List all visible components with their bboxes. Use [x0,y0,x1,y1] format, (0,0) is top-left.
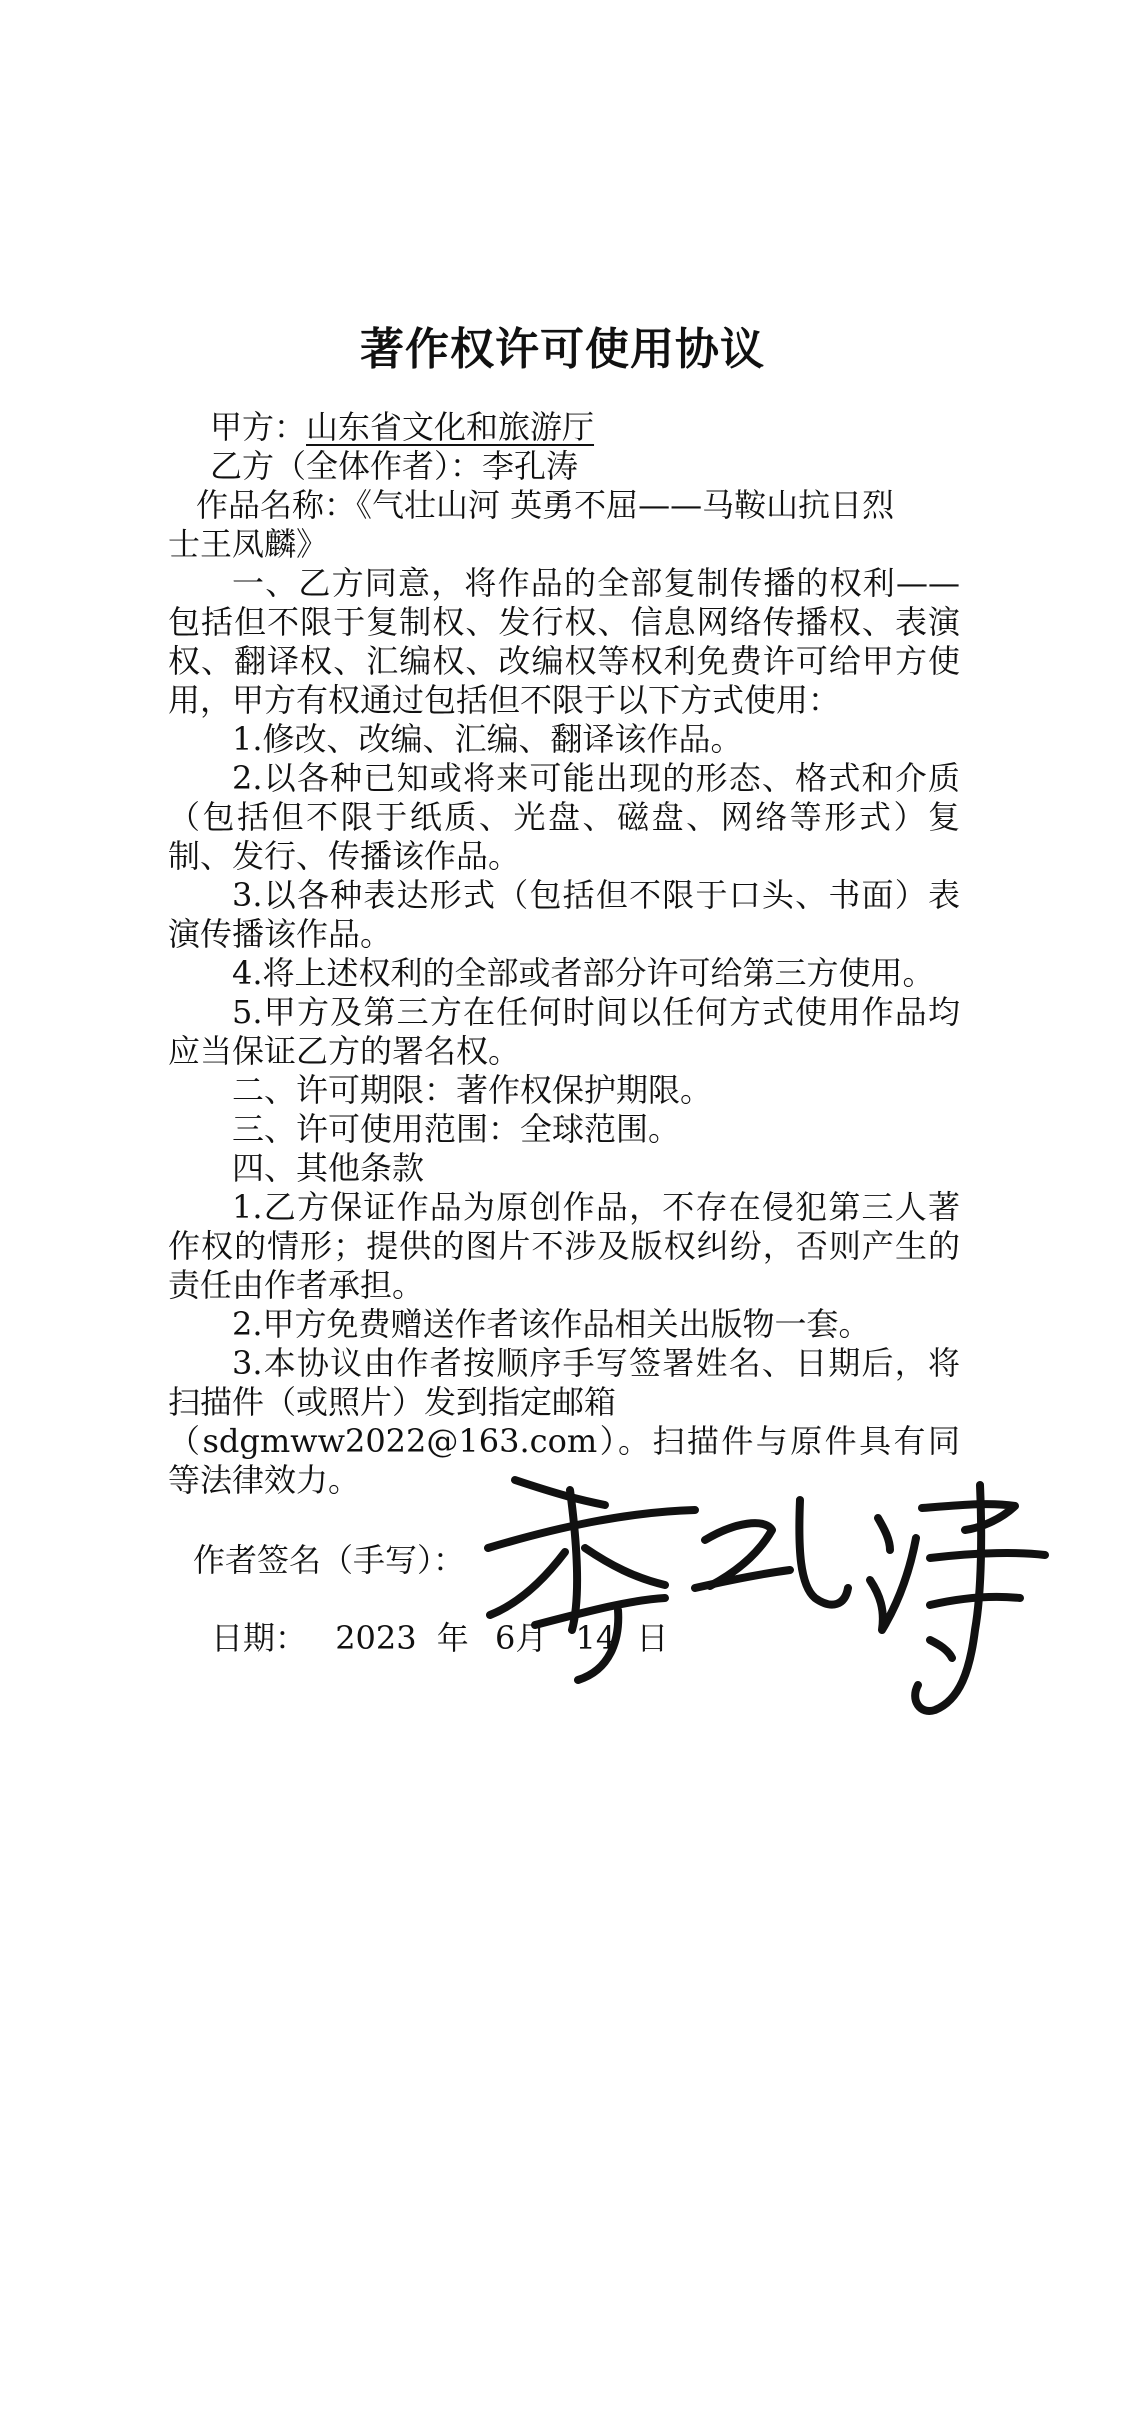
signature-stroke [488,1510,695,1548]
signature-stroke [930,1640,952,1658]
date-month: 6月 [494,1619,548,1657]
clause-1-item-3: 3.以各种表达形式（包括但不限于口头、书面）表演传播该作品。 [168,876,960,953]
signature-stroke [930,1553,1045,1558]
signature-stroke [922,1504,1015,1530]
date-day: 14 [575,1619,617,1657]
clause-4-item-3-email: （sdgmww2022@163.com）。扫描件与原件具有同等法律效力。 [168,1422,960,1499]
date-label: 日期： [211,1619,308,1657]
party-a-label: 甲方： [210,408,307,446]
handwritten-signature [460,1460,1060,1730]
clause-1-item-5: 5.甲方及第三方在任何时间以任何方式使用作品均应当保证乙方的署名权。 [168,993,960,1070]
signature-stroke [695,1570,790,1588]
clause-1-item-1: 1.修改、改编、汇编、翻译该作品。 [232,720,743,758]
date-day-unit: 日 [636,1619,669,1657]
clause-1: 一、乙方同意，将作品的全部复制传播的权利——包括但不限于复制权、发行权、信息网络传播权、表演权、翻译权、汇编权、改编权等权利免费许可给甲方使用，甲方有权通过包括但不限于以下方式使用： [168,564,960,719]
signature-row [193,1540,465,1580]
clause-4: 四、其他条款 [232,1149,425,1187]
party-b-line: 乙方（全体作者）：李孔涛 [210,447,579,485]
clause-4-item-3-text: 3.本协议由作者按顺序手写签署姓名、日期后，将扫描件（或照片）发到指定邮箱 [168,1344,960,1421]
clause-4-item-3 [168,1344,960,1422]
signature-stroke [515,1480,605,1505]
work-name-line-2: 士王凤麟》 [168,525,329,563]
signature-stroke [585,1548,665,1585]
party-a-value: 山东省文化和旅游厅 [306,408,595,446]
signature-stroke [570,1490,577,1630]
party-a-line [168,408,960,447]
clause-1-item-2: 2.以各种已知或将来可能出现的形态、格式和介质（包括但不限于纸质、光盘、磁盘、网络等形式）复制、发行、传播该作品。 [168,759,960,875]
clause-4-item-1: 1.乙方保证作品为原创作品，不存在侵犯第三人著作权的情形；提供的图片不涉及版权纠纷，否则产生的责任由作者承担。 [168,1188,960,1304]
date-year: 2023 [335,1619,417,1657]
signature-stroke [799,1500,848,1605]
clause-3: 三、许可使用范围：全球范围。 [232,1110,681,1148]
clause-2: 二、许可期限：著作权保护期限。 [232,1071,713,1109]
signature-stroke [878,1518,890,1550]
signature-label: 作者签名（手写）： [193,1541,466,1579]
signature-stroke [535,1598,665,1625]
signature-stroke [490,1552,565,1615]
date-year-unit: 年 [436,1619,469,1657]
work-name-line-1: 作品名称：《气壮山河 英勇不屈——马鞍山抗日烈 [196,486,895,524]
document-title: 著作权许可使用协议 [360,324,765,375]
signature-stroke [575,1610,618,1680]
agreement-body [168,408,960,1500]
clause-1-item-4: 4.将上述权利的全部或者部分许可给第三方使用。 [232,954,935,992]
clause-4-item-2: 2.甲方免费赠送作者该作品相关出版物一套。 [232,1305,871,1343]
